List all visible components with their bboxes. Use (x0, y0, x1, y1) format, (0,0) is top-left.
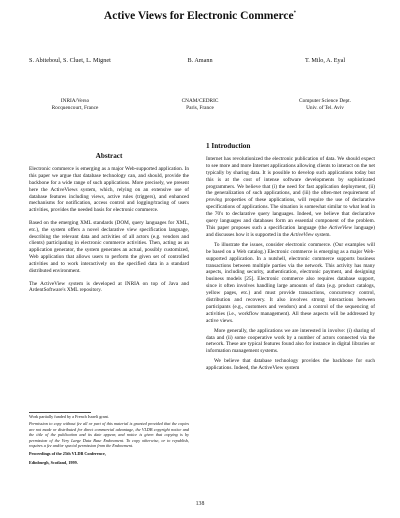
intro-paragraph: More generally, the applications we are interested in involve: (i) sharing of data and (ii) some cooperative work by a number of actors connected via the network. These are typical features found also for instance in digital libraries or information management systems. (206, 327, 375, 355)
intro-paragraph (206, 156, 375, 239)
affiliation-3-org: Computer Science Dept. (299, 98, 351, 104)
page-number: 138 (195, 501, 205, 507)
intro-text: language) and discusses how it is supported in the (206, 224, 375, 238)
author-2-name: B. Amann (187, 57, 213, 64)
intro-text: properties of these applications, will require the use of declarative specifications of applications. The situation is somewhat similar to what lead in the 70's to declarative query languages. Indeed, we believe that declarative query languages and databases form an essential component of the problem. This paper proposes such a specification language (the (206, 197, 375, 231)
author-2-affiliation (150, 98, 250, 112)
title-text: Active Views for Electronic Commerce (103, 10, 294, 22)
proceedings-line-2: Edinburgh, Scotland, 1999. (29, 459, 78, 465)
affiliation-1-org: INRIA/Verso (60, 98, 90, 104)
author-3-name: T. Milo, A. Eyal (304, 57, 346, 64)
affiliation-2-location: Paris, France (186, 105, 214, 111)
introduction-heading: 1 Introduction (206, 142, 251, 150)
abstract-paragraph: Electronic commerce is emerging as a major Web-supported application. In this paper we argue that database technology can, and should, provide the backbone for a wide range of such applications. More precisely, we present here the ActiveViews system, which, relying on an extensive use of database features including views, active rules (triggers), and enhanced mechanisms for notification, access control and logging/tracing of users activities, provides the needed basis for electronic commerce. (29, 165, 189, 214)
affiliation-3-location: Univ. of Tel. Aviv (306, 105, 344, 111)
intro-text: Internet has revolutionized the electronic publication of data. We should expect to see more and more Internet applications allowing clients to interact on the net typically by sharing data. It is possible to develop such applications today but this is at the cost of intense software developments by sophisticated programmers. We believe that (i) the need for fast application deployment, (ii) the generalization of such applications, and (iii) the often-met requirement of (206, 155, 375, 197)
footnote-rule (29, 412, 91, 413)
abstract-section (29, 153, 189, 300)
intro-text: system. (313, 231, 331, 238)
permission-note: Permission to copy without fee all or part of this material is granted provided that the copies are not made or distributed for direct commercial advantage, the VLDB copyright notice and the title of the publication and its date appear, and notice is given that copying is by permission of the Very Large Data Base Endowment. To copy otherwise, or to republish, requires a fee and/or special permission from the Endowment. (29, 421, 189, 449)
affiliation-2-org: CNAM/CEDRIC (181, 98, 219, 104)
intro-emphasis: ActiveView (290, 231, 314, 238)
abstract-paragraph: Based on the emerging XML standards (DOM, query languages for XML, etc.), the system offers a novel declarative view specification language, describing the relevant data and activities of all actors (e.g. vendors and clients) participating in electronic commerce activities. Then, acting as an application generator, the system generates an actual, possibly customized, Web application that allows users to perform the given set of controlled activities and to work interactively on the specified data in a standard distributed environment. (29, 219, 189, 275)
proceedings-line-1: Proceedings of the 25th VLDB Conference, (29, 451, 106, 457)
introduction-section (206, 143, 375, 375)
intro-paragraph: We believe that database technology provides the backbone for such applications. Indeed, the ActiveView system (206, 358, 375, 372)
title-footnote-mark: * (293, 11, 297, 17)
author-3-affiliation (265, 98, 385, 112)
abstract-paragraph: The ActiveView system is developed at INRIA on top of Java and ArdentSoftware's XML repository. (29, 280, 189, 294)
affiliation-1-location: Rocquencourt, France (51, 105, 99, 111)
intro-emphasis: proving (206, 197, 223, 204)
intro-paragraph: To illustrate the issues, consider electronic commerce. (Our examples will be based on a Web catalog.) Electronic commerce is emerging as a major Web-supported application. In a nutshell, electronic commerce supports business transactions between multiple parties via the network. This activity has many aspects, including security, authentication, electronic payment, and designing business models [25]. Electronic commerce also requires database support, since it often involves handling large amounts of data (e.g. product catalogs, yellow pages, etc.) and must provide transactions, concurrency control, distribution and recovery. It also involves strong interactions between participants (e.g., customers and vendors) and a control of the sequencing of activities (i.e., workflow management). All these aspects will be addressed by active views. (206, 241, 375, 324)
author-1-affiliation (20, 98, 130, 112)
funding-note: Work partially funded by a French Israeli grant. (29, 414, 109, 419)
footnote-block (29, 414, 189, 465)
intro-emphasis: ActiveView (328, 224, 353, 231)
paper-title (0, 10, 400, 22)
abstract-heading: Abstract (95, 152, 123, 160)
author-1-name: S. Abiteboul, S. Cluet, L. Mignet (29, 57, 111, 64)
